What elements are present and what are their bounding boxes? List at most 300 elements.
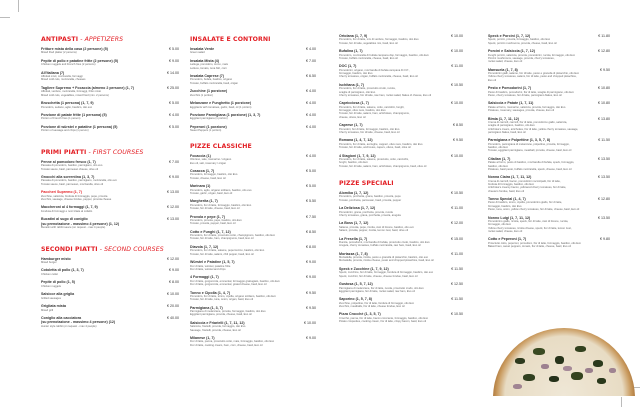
menu-item-description: Cherry tomatoes, grana, porchetta, provola, arugula (339, 213, 401, 217)
menu-item-description: Passata di pomodoro, basilico, parmigiano, olio evo (41, 164, 103, 168)
menu-item-price: € 10.50 (451, 312, 463, 317)
menu-item-price: € 8.00 (169, 280, 179, 285)
menu-item (488, 157, 610, 171)
menu-item-description: formaggio, olive nere, basilico, olio Evo (339, 109, 386, 113)
menu-item-price: € 9.00 (169, 175, 179, 180)
menu-item (41, 125, 179, 133)
menu-item-description: Fior di latte, würstel and chips (190, 267, 226, 271)
menu-item-description: Fior di latte, gorgonzola, emmental, formaggio grattugiato, basilico, olio Evo (190, 279, 280, 283)
menu-item-price: € 25.00 (167, 85, 179, 90)
pizze-classiche-list (190, 154, 316, 347)
menu-item (339, 49, 463, 60)
crop-mark (621, 397, 622, 407)
menu-item-name: Bucatini al sugo di coniglio (41, 217, 88, 222)
menu-item-price: € 13.00 (167, 217, 179, 222)
menu-item-price: € 5.00 (306, 184, 316, 189)
menu-item-price: € 4.00 (306, 47, 316, 51)
menu-item-description: Pomodorini gialli, salame, fior di latte, pesto e granella di pistacchio, olio Evo (488, 72, 579, 76)
menu-item-description: formaggio, basilico, olio Evo (488, 204, 522, 208)
menu-item-name: La Deliziosa (1, 7, 12) (339, 206, 376, 211)
menu-item-description: Eggplant parmigiana, provola, cheese, basil, Evo oil (190, 313, 252, 317)
menu-item-description: Cherry tomatoes, origan, buffalo mozzarella, cheese, basil, Evo oil (339, 75, 418, 79)
menu-item-description: Pomodoro, sedano, aglio, basilico, olio evo (41, 105, 93, 109)
menu-item-description: Cherry tomatoes, fior di latte, cheese, basil, Evo oil (339, 130, 400, 134)
menu-item (190, 245, 316, 256)
menu-item-name: Porzione Parmigiana (1 porzione) (1, 3, 7) (190, 113, 261, 118)
menu-item (488, 237, 610, 248)
menu-item-price: € 4.00 (306, 101, 316, 106)
menu-item-description: Mixed fried platter (2 persons) (41, 51, 77, 55)
menu-item-price: € 13.80 (598, 116, 610, 121)
menu-item-description: Evo oil (488, 78, 497, 82)
menu-item (488, 68, 610, 82)
menu-item (190, 89, 316, 97)
menu-item-description: Cherry tomatoes, fior di latte, raw ham, rocket salad, flakes of cheese, Evo oil (339, 93, 432, 97)
menu-item-description: Tomato, fior di latte, tuna, onion, origan, basil, Evo oil (190, 298, 254, 302)
menu-item-description: Mixed cold cuts, vegetables, mixed fried (min. 2 persons) (41, 93, 109, 97)
menu-item-price: € 9.50 (306, 305, 316, 310)
menu-item (190, 291, 316, 302)
menu-item (41, 292, 179, 300)
menu-item (41, 205, 179, 213)
menu-item-price: € 12.00 (451, 221, 463, 226)
menu-item-description: Lettuce, tomato, tuna fish, corn (190, 66, 227, 70)
menu-item-description: Potatoes, basil pesto, buffalo mozzarella, speck, cheese, basil, Evo oil (488, 167, 572, 171)
menu-item-price: € 10.00 (451, 101, 463, 106)
menu-item-price: € 9.00 (306, 260, 316, 265)
menu-item-name: Salsicce alla griglia (41, 292, 75, 297)
menu-item-name: Nonno Luigi (1, 7, 11, 12) (488, 215, 531, 220)
menu-item-name: Coniglio alla cacciatora (41, 316, 82, 321)
pizze-col3-list (339, 34, 463, 168)
menu-item (339, 34, 463, 45)
pizze-col4-list (488, 34, 610, 248)
menu-item (41, 59, 179, 67)
column-3 (339, 34, 463, 328)
menu-item-description: Tomato, fior di latte, cheese, basil, Evo oil (190, 207, 240, 211)
menu-item-description: Tomato, cheese, basil, Evo oil (190, 176, 226, 180)
menu-item (339, 312, 463, 323)
menu-item-description: Pomodorino giallo, ricotta, speck, fior di latte, zest di limone, rucola, (488, 219, 569, 223)
section-title-antipasti: ANTIPASTI - APPETIZERS (41, 36, 124, 43)
menu-item (339, 221, 463, 232)
menu-item-name: Pizza Crocchè (1, 3, 5, 7) (339, 312, 381, 317)
menu-item-description: Pomodoro, fior di latte, salame, prosciutto, cotto, carciofini, (339, 157, 409, 161)
menu-item-description: Tomato, provola, pepper, basil, Evo oil (190, 222, 236, 226)
menu-item-price: € 4.00 (306, 153, 316, 158)
menu-item (41, 257, 179, 265)
menu-item-description: Mixed grill (41, 308, 54, 312)
menu-item (488, 197, 610, 211)
menu-item-description: Chicken nuggets and French fries (2 persons) (41, 63, 96, 67)
menu-item (488, 117, 610, 135)
pizza-photo (493, 328, 635, 396)
menu-item (41, 86, 179, 97)
menu-item-description: Pomodoro, fior di latte, tonno, cipolla, origano siciliano, basilico, olio Evo (190, 294, 276, 298)
menu-item-description: Yellow cherry tomatoes, salami, fior di latte, pesto and chopped pistachios, (488, 75, 577, 79)
menu-item-name: Salsiccia e Friarielli (1, 7, 11, 12) (190, 320, 245, 325)
menu-item (190, 74, 316, 85)
menu-item-name: Caprese (1, 7) (339, 123, 363, 128)
menu-item-price: € 9.00 (169, 268, 179, 273)
menu-item (41, 71, 179, 82)
menu-item (41, 190, 179, 201)
menu-item (41, 47, 179, 55)
menu-item-description: basilico, olio Evo (488, 146, 509, 150)
menu-item-description: cheese's fondue, basil, Evo oil (488, 189, 525, 193)
menu-item-description: Evo oil, salt, rosemary / origan (190, 161, 227, 165)
menu-item-description: scaglie di parmigiano, basilico, olio Evo (488, 124, 535, 128)
menu-item-description: Bucatini with rabbit sauce (on request - max 4 people) (41, 226, 106, 230)
menu-item-name: Speck e Zucchine (1, 7, 9, 12) (339, 266, 389, 271)
menu-item-description: Pomodoro, mozzarella di bufala campana dop, formaggio, basilico, olio Evo (339, 53, 429, 57)
menu-item-description: Tomato, garlic, origan, basil, Evo oil (190, 191, 233, 195)
menu-item-name: Focaccia (1) (190, 153, 211, 158)
menu-item-description: Green salad (190, 51, 205, 55)
menu-item-description: Speck, porcini mushrooms, provola, cheese, basil, Evo oil (488, 41, 557, 45)
menu-item-description: Pomodoro, parmigiana di melanzane, polpettine, provola, formaggio, (488, 142, 570, 146)
menu-item-description: Mortadella, provola, ricotta cheese, pesto and chopped pistachios, basil, Evo oil (339, 259, 434, 263)
menu-item-description: Tomato, fior di latte, vegetables mix, basil, Evo oil (339, 41, 398, 45)
menu-item (488, 138, 610, 152)
menu-item-description: formaggio, olio Evo (488, 223, 512, 227)
column-2 (190, 36, 316, 351)
menu-item-name: Bimia (1, 7, 11, 12) (488, 116, 519, 121)
menu-item-description: Pesto di basilico, tonno, cipolla, pomodorino giallo, fior di latte, (488, 201, 563, 205)
menu-item (190, 275, 316, 286)
menu-item-name: Diavola (1, 7, 12) (190, 244, 219, 249)
menu-item-description: Pomodoro, bufala, basilico, origano (190, 78, 233, 82)
menu-item-description: fonduta di formaggio, basilico, olio Evo (488, 182, 535, 186)
menu-item-description: Pomodoro, fior di latte, acciughe, capperi, olive nere, basilico, olio Evo (339, 142, 423, 146)
menu-item-description: rocket salad, cheese, Evo oil (488, 229, 523, 233)
menu-item-description: Crocchè, panna, fior di latte, bacon croccante, formaggio, basilico, olio Evo (339, 316, 429, 320)
menu-item-name: Penne al pomodoro fresco (1, 7) (41, 159, 96, 164)
menu-item-name: Nonna Ciaira (1, 7, 11, 12) (488, 175, 532, 180)
menu-item-name: Pepite di pollo e patatine fritte (2 persone) (5) (41, 58, 119, 63)
menu-item-description: Pomodoro, fior di latte, prosciutto crudo, rucola, (339, 87, 396, 91)
menu-item (41, 101, 179, 109)
menu-item-description: Pesto, tuna, onion, yellow cherry tomatoes, fior di latte, cheese, basil, Evo oil (488, 208, 580, 212)
menu-item-name: Cotto e Peperoni (1, 7) (488, 237, 527, 242)
menu-item (190, 199, 316, 210)
menu-item-description: Eggplant parmigiana (1 portion) (190, 117, 228, 121)
menu-item (488, 49, 610, 63)
pizze-speciali-list (339, 191, 463, 324)
menu-item-description: Tomato, fior di latte, salami, chili pepper, basil, Evo oil (190, 252, 254, 256)
menu-item (488, 175, 610, 193)
menu-item-price: € 14.00 (167, 70, 179, 75)
menu-item-description: Affettati misti, mozzarella, formaggi (41, 75, 83, 79)
menu-item-price: € 11.00 (451, 251, 463, 256)
menu-item (488, 86, 610, 97)
menu-item (190, 184, 316, 195)
menu-item (190, 101, 316, 109)
menu-item-description: parmigiano flakes, basil, Evo oil (488, 130, 526, 134)
menu-item-price: € 9.00 (306, 275, 316, 280)
menu-item-description: Crema di carciofi, bacon, pomodorini nocciolpatti, fior di latte, (488, 179, 561, 183)
menu-item-description: Grilled sausages (41, 296, 62, 300)
section-title-pizze-speciali: PIZZE SPECIALI (339, 179, 394, 187)
menu-item-description: Sweet Peppers (1 portion) (190, 129, 222, 133)
menu-item (190, 169, 316, 180)
menu-item-price: € 5.00 (169, 47, 179, 51)
menu-item-price: € 13.00 (167, 190, 179, 195)
menu-item-description: Tomato, fior di latte, salami, ham, artichokes, champignons, (339, 112, 410, 116)
menu-item-price: € 40.00 (167, 316, 179, 321)
menu-item-name: Grigliata mista (41, 304, 66, 309)
menu-item (339, 154, 463, 168)
menu-item-price: € 11.00 (451, 206, 463, 211)
menu-item (339, 252, 463, 263)
menu-item-description: Pomodoro, fior di latte, salame, cotto, carciofini, funghi, (339, 105, 405, 109)
menu-item-description: Fior di latte, gorgonzola, emmental, grated cheese, basil, Evo oil (190, 283, 267, 287)
menu-item-description: Artichoke's cream, artichokes, fior di latte, yellow cherry tomatoes, sausage, (488, 127, 579, 131)
menu-item-price: € 7.00 (306, 58, 316, 63)
crop-mark (0, 17, 10, 18)
menu-item-price: € 5.00 (306, 169, 316, 174)
menu-item (339, 64, 463, 78)
menu-item-price: € 9.50 (306, 290, 316, 295)
menu-item-description: Eggplants with tomatoes, garlic, basil, oil (1 portion) (190, 105, 252, 109)
menu-item (339, 101, 463, 119)
menu-item-description: Pesto di basilico, pomodorini, fior di latte, scaglie di parmigiano, olio Evo (488, 90, 574, 94)
menu-item-price: € 12.80 (598, 197, 610, 202)
menu-item-description: Tomato, eggplant parmigiana, meatball, provola, cheese, basil, Evo oil (488, 149, 572, 153)
menu-item-name: Tagliere Supremo + Focaccia (almeno 2 persone) (1, 7) (41, 85, 134, 90)
menu-item (339, 191, 463, 202)
menu-item-name: La Boss (1, 7, 12) (339, 221, 369, 226)
menu-item-name: Melanzane e Funghetto (1 porzione) (190, 101, 252, 106)
menu-item-name: Mansuela (1, 7, 8) (488, 67, 518, 72)
menu-item-description: cheese, olives, Evo oil (339, 115, 366, 119)
menu-item (339, 282, 463, 293)
menu-item-price: € 10.00 (451, 153, 463, 158)
menu-item-name: Porzione di würstel e patatine (1 persona) (5) (41, 124, 118, 129)
menu-item (488, 101, 610, 112)
menu-item-name: Pepite di pollo (1, 5) (41, 280, 75, 285)
section-title-pizze-classiche: PIZZE CLASSICHE (190, 142, 252, 150)
menu-item-description: Mortadella, provola, ricotta, pesto e granella di pistacchio, basilico, olio evo (339, 256, 429, 260)
menu-item-description: Yellow cherry tomatoes, ricotta cheese, speck, fior di latte, lemon zest, (488, 226, 572, 230)
menu-item-name: Ortolana (1, 7, 9) (339, 34, 368, 38)
menu-item-name: Gnocchi alla sorrentina (1, 3, 7) (41, 175, 95, 180)
menu-item-description: Olio Evo, sale, rosmarino / origano (190, 158, 232, 162)
menu-item (190, 113, 316, 121)
menu-item-description: Pomodoro, fior di latte, formaggio, basilico, olio Evo (190, 203, 252, 207)
menu-item-name: 4 Formaggi (1, 7) (190, 275, 219, 280)
menu-item-name: Citalian (1, 7) (488, 156, 511, 161)
menu-item-description: Portion of sausage and chips (1 person) (41, 129, 89, 133)
menu-item-description: Lattuga, pomodoro, tonno, mais (190, 63, 228, 67)
menu-item-description: Tomato, buffalo mozzarella, cheese, basil, Evo oil (339, 56, 398, 60)
menu-item-price: € 10.00 (451, 34, 463, 38)
menu-item-description: Passata di pomodoro, basilico, parmigiano, mozzarella, olio evo (41, 179, 117, 183)
menu-item-name: Cotto e Funghi (1, 7, 12) (190, 229, 231, 234)
section-title-insalate: INSALATE E CONTORNI (190, 36, 271, 43)
menu-item-price: € 4.00 (306, 124, 316, 129)
menu-item-description: rocket salad, cheese, Evo oil (488, 60, 523, 64)
menu-item-name: Parmigiana e Polpettine (1, 3, 5, 7, 8) (488, 138, 551, 143)
menu-item-note: (su prenotazione - massimo 4 persone) (12) (41, 320, 116, 325)
menu-item-description: Tomato, fior di latte, anchovies, capers, olives, basil, olive oil (339, 146, 411, 150)
menu-item-name: Insalata Mista (4) (190, 58, 219, 63)
menu-item-name: Bufalina (1, 7) (339, 49, 363, 54)
menu-item-price: € 11.50 (598, 138, 610, 143)
menu-item-price: € 9.80 (600, 237, 610, 242)
menu-item-name: Paccheri Supremo (1, 7) (41, 190, 82, 195)
menu-item-description: Tomato, buffalo mozzarella, basil, origan (190, 81, 239, 85)
menu-item-description: Prosciutto cotto, peperoni, pomodoro, fior di latte, formaggio, basilico, olio Evo (488, 241, 581, 245)
menu-item-name: Porzione di patate fritte (1 persona) (5) (41, 113, 107, 118)
menu-item-name: Maccheroni al 4 formaggi (1, 7, 9) (41, 205, 98, 210)
menu-item-description: Potato croquettes, cooking cream, fior di latte, crispy bacon, basil, Evo oil (339, 320, 427, 324)
menu-item-description: Pomodori, fior di latte, formaggio, basilico, olio Evo (339, 127, 400, 131)
menu-item-description: Fior di latte, cooking cream, ham, corn, cheese, basil, Evo oil (190, 343, 263, 347)
menu-item-price: € 9.00 (169, 58, 179, 63)
menu-item-name: Insalata Verde (190, 47, 215, 51)
insalate-list (190, 47, 316, 133)
menu-item (488, 216, 610, 234)
menu-item (41, 113, 179, 121)
menu-item (339, 267, 463, 278)
menu-item-price: € 10.80 (598, 101, 610, 106)
menu-item-name: Capricciosa (1, 7) (339, 101, 369, 106)
menu-item (41, 217, 179, 229)
menu-item-price: € 13.50 (598, 156, 610, 161)
menu-item-price: € 12.00 (167, 256, 179, 261)
menu-item-price: € 11.50 (451, 266, 463, 271)
menu-item-description: Eggplant parmigiana, fior di latte, rocket salad, raw ham, Evo oil (339, 289, 415, 293)
crop-mark (18, 0, 19, 12)
menu-item-price: € 6.50 (306, 74, 316, 79)
menu-item-price: € 4.00 (306, 89, 316, 94)
menu-item-description: Potatoes, rosemary, sausages, provola, cheese, Evo oil (488, 109, 555, 113)
menu-item-description: Zucchini, sausage, cheese fondue, pepper, provola cheese (41, 197, 112, 201)
menu-item-description: Portion of French fries (1 person) (41, 117, 81, 121)
menu-item-price: € 10.00 (451, 49, 463, 54)
menu-item-description: Fior di latte, würstel, patatine fritte (190, 264, 231, 268)
menu-item (41, 175, 179, 186)
menu-item-description: Salami, provola, pepper, ricotta, lemon zest, basil, olive oil (339, 229, 409, 233)
menu-item-description: Zucchine, salsiccia, fonduta di formaggio, pepe, provola (41, 194, 108, 198)
menu-item-description: Artichoke's creamy bacon, yellowred cherry tomatoes, fior di latte, (488, 186, 567, 190)
menu-item-description: Salsiccia, friarielli, provola, formaggio, olio Evo (190, 325, 246, 329)
section-title-secondi: SECONDI PIATTI - SECOND COURSES (41, 245, 164, 253)
antipasti-list (41, 47, 179, 133)
column-1 (41, 36, 179, 332)
menu-item (339, 206, 463, 217)
menu-item-name: Ischitana (1, 7) (339, 82, 364, 87)
menu-item (41, 268, 179, 276)
menu-item-name: Provola e pepe (1, 7) (190, 214, 225, 219)
menu-item-description: Speck, zucchini, fior di latte, cheese, cheese fondue, basil, Evo oil (339, 274, 418, 278)
menu-item-description: Zucchini, meatballs, fior di latte, cheese fondue, Evo oil (339, 305, 405, 308)
menu-item (41, 304, 179, 312)
menu-item-description: Pesto, cherry tomatoes, fior di latte, parmigiano flakes, Evo oil (488, 93, 562, 97)
menu-item-price: € 15.00 (451, 236, 463, 241)
menu-item-price: € 13.50 (598, 215, 610, 220)
menu-item-name: DOC (1, 7) (339, 64, 357, 69)
menu-item-price: € 4.00 (306, 113, 316, 118)
menu-item (41, 316, 179, 328)
menu-item (190, 215, 316, 226)
menu-item-description: Hunter style rabbit (on request - max 4 people) (41, 324, 97, 328)
menu-item-price: € 10.80 (598, 86, 610, 91)
menu-item-price: € 9.50 (453, 138, 463, 143)
menu-item-name: Salsiccia e Patate (1, 7, 11) (488, 101, 534, 106)
menu-item-description: Pomodoro, formaggio, basilico, olio Evo (190, 173, 238, 177)
menu-item-description: Mixed burger (41, 260, 57, 264)
menu-item-price: € 12.00 (167, 205, 179, 210)
menu-item-description: Crema di carciofi, carciofi, fior di latte, pomodorino giallo, salsiccia, (488, 120, 568, 124)
menu-item-price: € 7.00 (169, 159, 179, 164)
menu-item-name: La Fresella (1, 7) (339, 236, 368, 241)
menu-item-name: Cosacca (1, 7) (190, 169, 215, 174)
section-title-primi: PRIMI PIATTI - FIRST COURSES (41, 148, 144, 156)
menu-item-name: All'Italiana (7) (41, 70, 65, 75)
menu-item-description: Tomato sauce, basil, parmesan cheese, olive oil (41, 167, 99, 171)
menu-item-price: € 8.00 (306, 244, 316, 249)
menu-item-price: € 10.50 (451, 190, 463, 195)
menu-item-description: funghi, basilico, olio Evo (339, 161, 368, 165)
menu-item-price: € 5.00 (169, 124, 179, 129)
menu-item-name: Milanese (1, 7) (190, 336, 215, 341)
menu-item-description: Rucola, pomodorini, mozzarella di bufala, prosciutto crudo, basilico, olio Evo (339, 240, 430, 244)
menu-item-name: Gustosa (1, 5, 7, 12) (339, 282, 373, 287)
menu-item-description: Pomodorini, grana, porchetta, provola, rucola (339, 210, 393, 214)
menu-item-name: Marinara (1) (190, 184, 211, 189)
secondi-list (41, 257, 179, 329)
menu-item-description: Funghi porcini, salsiccia, provola, pomodorini, rucola, formaggio, olio Evo (488, 53, 575, 57)
menu-item-name: Alomika (1, 7, 12) (339, 190, 369, 195)
menu-item-note: (su prenotazione - massimo 4 persone) (1, 12) (41, 221, 120, 226)
menu-item-description: Zucchine, polpettine, fior di latte, fonduta di formaggio, olio Evo (339, 301, 414, 305)
menu-item-price: € 9.50 (600, 67, 610, 72)
menu-item-price: € 5.00 (169, 101, 179, 106)
menu-item-name: Speck e Porcini (1, 7, 12) (488, 34, 531, 38)
menu-item-name: Pesto e Pomodorini (1, 7) (488, 86, 532, 91)
menu-item-description: formaggio, basilico, olio Evo (339, 72, 373, 76)
menu-item (190, 260, 316, 271)
menu-item-name: Insalata Caprese (7) (190, 74, 224, 79)
menu-item-description: Pomodoro, fior di latte, salame, peperoncino, basilico, olio Evo (190, 249, 265, 253)
menu-item-price: € 13.50 (598, 175, 610, 180)
menu-item-description: Parmigiana di melanzane, provola, formaggio, basilico, olio Evo (190, 310, 266, 314)
menu-item-name: Bruschetta (1 persona) (1, 7, 9) (41, 101, 94, 106)
menu-item-name: Parmigiana (1, 3, 7) (190, 305, 223, 310)
menu-item-name: Cotoletta di pollo (1, 3, 7) (41, 268, 84, 273)
menu-item-price: € 11.50 (451, 297, 463, 302)
menu-item-price: € 10.00 (167, 292, 179, 297)
menu-item-price: € 20.00 (167, 304, 179, 309)
menu-item-description: Patate al forno, rosmarino, salsiccia, provola, formaggio, olio Evo (488, 105, 566, 109)
menu-item (190, 125, 316, 133)
menu-item-description: Parmigiana di melanzane, fior di latte, rucola, prosciutto crudo, olio Evo (339, 286, 424, 290)
menu-item-name: 4 Stagioni (1, 7, 9, 12) (339, 153, 376, 158)
menu-item-name: Mortazza (1, 7, 8) (339, 251, 368, 256)
menu-item (41, 160, 179, 171)
menu-item-description: Tomato, porchetta, parmesan, basil, provola, pepper (339, 198, 402, 202)
menu-item-price: € 12.50 (451, 282, 463, 287)
menu-item (190, 230, 316, 241)
menu-item-description: Pomodoro, porchetta, grana, basilico, provola, pepe (339, 195, 401, 199)
menu-item-description: Tomato, fior di latte, ham, champignons, basil, Evo oil (190, 237, 254, 241)
menu-item-description: Patate al forno, pesto di basilico, mozzarella di bufala, speck, formaggio, (488, 161, 575, 165)
menu-item-price: € 12.80 (598, 49, 610, 54)
menu-item-name: Zucchine (1 porzione) (190, 89, 228, 94)
menu-item-description: Speck, zucchine, fior di latte, formaggio, fonduta di formaggio, basilico, olio evo (339, 271, 434, 275)
